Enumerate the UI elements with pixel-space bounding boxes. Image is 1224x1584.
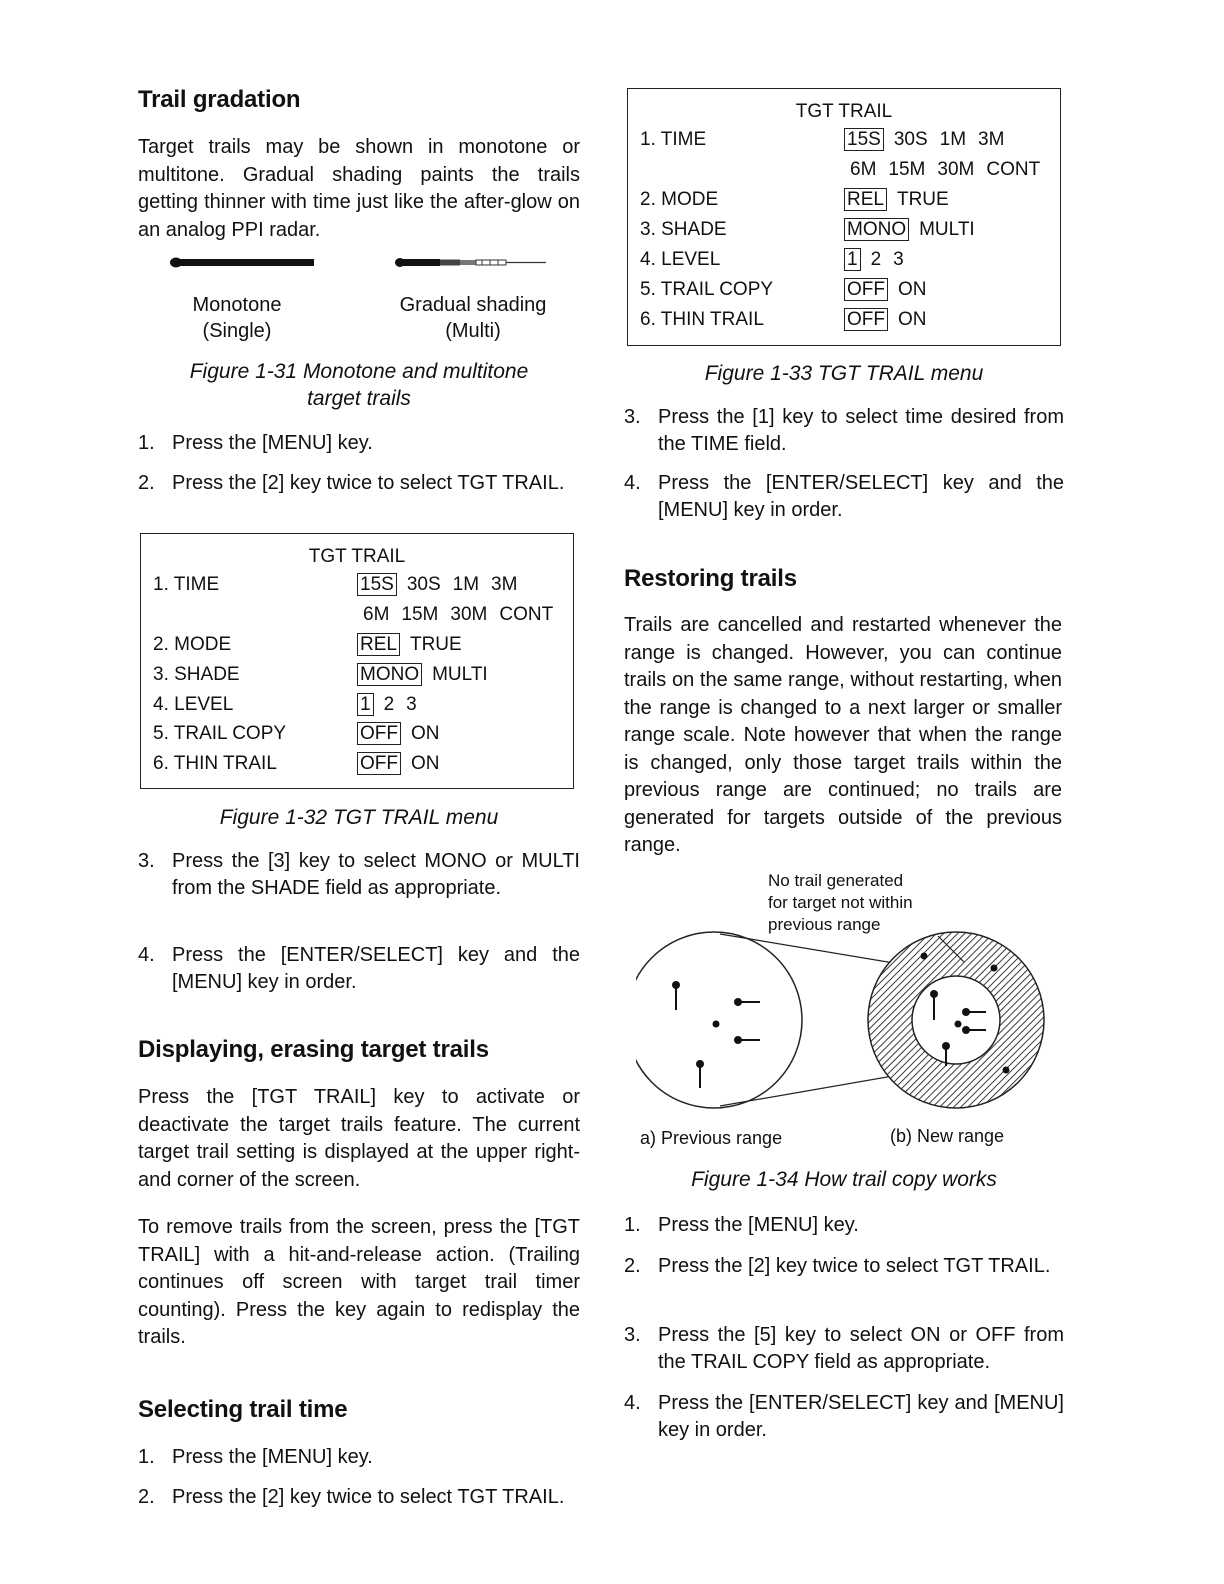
caption-fig34: Figure 1-34 How trail copy works [691, 1168, 997, 1191]
menu-row-mode: 2. MODE REL TRUE [640, 189, 949, 210]
step-2c: 2. Press the [2] key twice to select TGT TRAIL. [138, 1486, 565, 1508]
menu-title: TGT TRAIL [308, 546, 406, 567]
step-2d: 2. Press the [2] key twice to select TGT TRAIL. [624, 1255, 1051, 1277]
menu-row-shade: 3. SHADE MONO MULTI [640, 219, 975, 240]
menu-row-level: 4. LEVEL 1 2 3 [640, 249, 904, 270]
heading-trail-gradation: Trail gradation [138, 86, 301, 113]
tangent-line-bottom [720, 1072, 916, 1106]
heading-restoring-trails: Restoring trails [624, 565, 797, 592]
step-4a: 4. Press the [ENTER/SELECT] key and the [MENU] key in order. [138, 944, 580, 993]
step-4b: 4. Press the [ENTER/SELECT] key and the [MENU] key in order. [624, 472, 1064, 521]
targets-previous [673, 982, 760, 1088]
menu-row-mode: 2. MODE REL TRUE [153, 634, 462, 655]
trail-copy-note: No trail generated for target not within previous range [768, 871, 913, 934]
step-4d: 4. Press the [ENTER/SELECT] key and [MENU] key in order. [624, 1392, 1064, 1441]
step-1a: 1. Press the [MENU] key. [138, 432, 373, 454]
gradual-trail [395, 258, 546, 267]
displaying-body-2: To remove trails from the screen, press the [TGT TRAIL] with a hit-and-release action. (Trailing continues off screen with target trail timer counting). Press the key again to redisplay the trails. [138, 1216, 580, 1348]
trail-figure [138, 250, 580, 280]
menu-row-trail-copy: 5. TRAIL COPY OFF ON [153, 723, 440, 744]
caption-fig31: Figure 1-31 Monotone and multitone target trails [189, 360, 529, 410]
monotone-trail [170, 258, 314, 268]
menu-row-time: 1. TIME 15S 30S 1M 3M [153, 574, 518, 595]
menu-row-level: 4. LEVEL 1 2 3 [153, 694, 417, 715]
tgt-trail-menu-fig32 [140, 533, 574, 789]
step-3a: 3. Press the [3] key to select MONO or MULTI from the SHADE field as appropriate. [138, 850, 580, 899]
monotone-label: Monotone (Single) [192, 294, 282, 342]
heading-displaying: Displaying, erasing target trails [138, 1036, 489, 1063]
menu-row-shade: 3. SHADE MONO MULTI [153, 664, 488, 685]
step-2a: 2. Press the [2] key twice to select TGT TRAIL. [138, 472, 565, 494]
tangent-line-top [720, 934, 912, 966]
gradual-label: Gradual shading (Multi) [399, 294, 547, 342]
menu-row-thin-trail: 6. THIN TRAIL OFF ON [153, 753, 440, 774]
menu-title: TGT TRAIL [795, 101, 893, 122]
menu-row-time-2: 6M 15M 30M CONT [363, 604, 554, 625]
menu-row-trail-copy: 5. TRAIL COPY OFF ON [640, 279, 927, 300]
menu-row-thin-trail: 6. THIN TRAIL OFF ON [640, 309, 927, 330]
trail-gradation-body: Target trails may be shown in monotone or multitone. Gradual shading paints the trails getting thinner with time just like the after-glow on an analog PPI radar. [138, 136, 580, 241]
step-1c: 1. Press the [MENU] key. [138, 1446, 373, 1468]
new-range-circle [868, 932, 1044, 1108]
label-previous-range: a) Previous range [640, 1128, 783, 1148]
heading-selecting-trail-time: Selecting trail time [138, 1396, 348, 1423]
label-new-range: (b) New range [890, 1126, 1005, 1146]
restoring-body: Trails are cancelled and restarted whenever the range is changed. However, you can continue trails on the same range, without restarting, when the range is changed to a next larger or smaller range scale. Note however that when the range is changed, only those target trails within the previous range are continued; no trails are generated for targets outside of the previous range. [624, 614, 1062, 856]
menu-row-time-2: 6M 15M 30M CONT [850, 159, 1041, 180]
step-3d: 3. Press the [5] key to select ON or OFF from the TRAIL COPY field as appropriate. [624, 1324, 1064, 1373]
caption-fig33: Figure 1-33 TGT TRAIL menu [704, 362, 984, 385]
menu-row-time: 1. TIME 15S 30S 1M 3M [640, 129, 1005, 150]
previous-range-circle [624, 930, 802, 1110]
displaying-body-1: Press the [TGT TRAIL] key to activate or deactivate the target trails feature. The current target trail setting is displayed at the upper right-and corner of the screen. [138, 1086, 580, 1191]
step-1d: 1. Press the [MENU] key. [624, 1214, 859, 1236]
tgt-trail-menu-fig33 [627, 88, 1061, 346]
trail-copy-diagram [624, 920, 1064, 1130]
step-3b: 3. Press the [1] key to select time desired from the TIME field. [624, 406, 1064, 455]
caption-fig32: Figure 1-32 TGT TRAIL menu [219, 806, 499, 829]
